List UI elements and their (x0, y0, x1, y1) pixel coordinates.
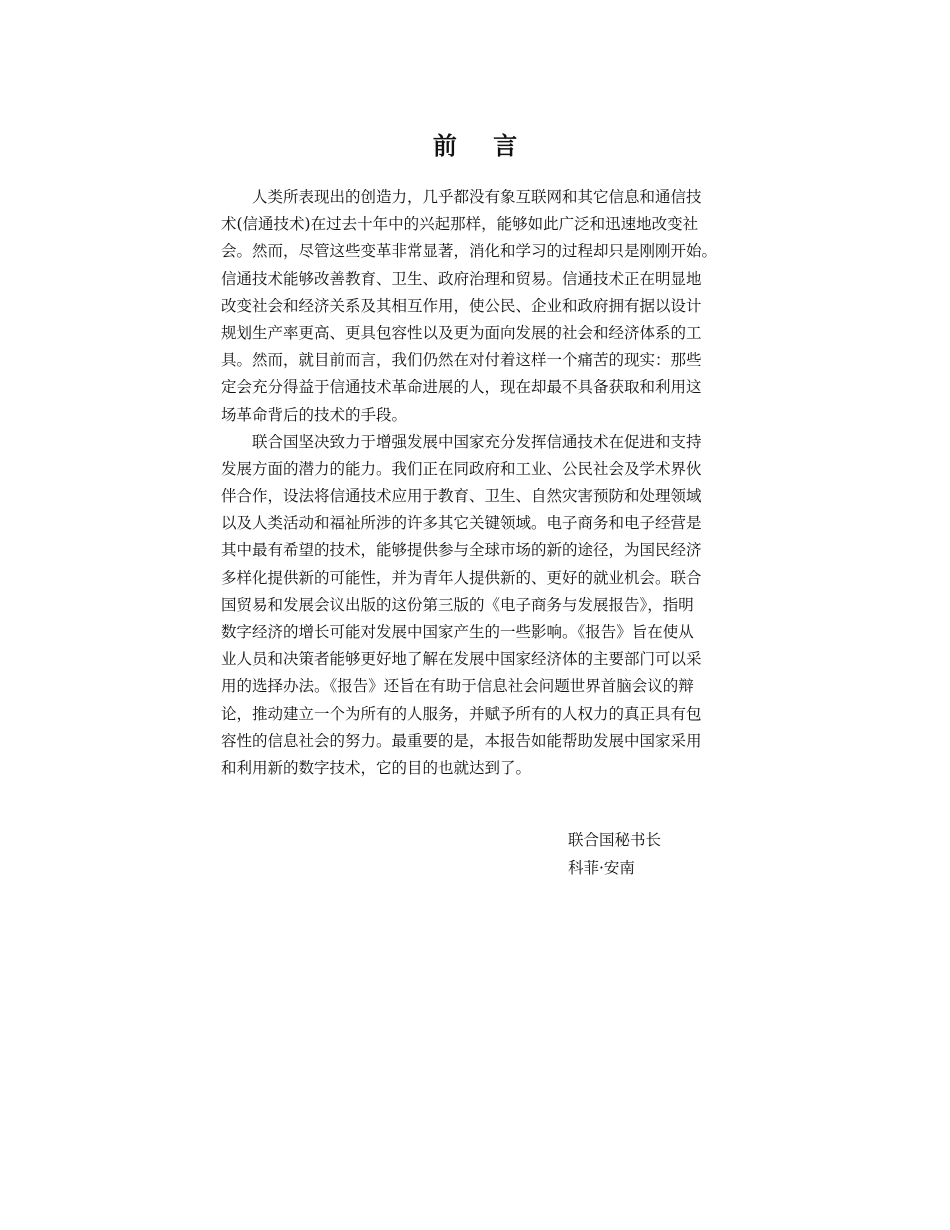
text-line: 发展方面的潜力的能力。我们正在同政府和工业、公民社会及学术界伙 (221, 459, 702, 478)
body-text (221, 184, 727, 782)
paragraph-2 (221, 429, 727, 782)
text-line: 业人员和决策者能够更好地了解在发展中国家经济体的主要部门可以采 (221, 650, 702, 669)
text-line: 定会充分得益于信通技术革命进展的人，现在却最不具备获取和利用这 (221, 378, 702, 397)
text-line: 其中最有希望的技术，能够提供参与全球市场的新的途径，为国民经济 (221, 541, 702, 560)
signature-block (568, 826, 661, 882)
text-line: 论，推动建立一个为所有的人服务，并赋予所有的人权力的真正具有包 (221, 704, 702, 723)
text-line: 场革命背后的技术的手段。 (221, 405, 408, 424)
paragraph-1 (221, 184, 727, 429)
text-line: 规划生产率更高、更具包容性以及更为面向发展的社会和经济体系的工 (221, 323, 702, 342)
text-line: 具。然而，就目前而言，我们仍然在对付着这样一个痛苦的现实：那些 (221, 351, 702, 370)
text-line: 数字经济的增长可能对发展中国家产生的一些影响。《报告》旨在使从 (221, 623, 694, 641)
text-line: 改变社会和经济关系及其相互作用，使公民、企业和政府拥有据以设计 (221, 296, 702, 315)
text-line: 多样化提供新的可能性，并为青年人提供新的、更好的就业机会。联合 (221, 568, 702, 587)
text-line: 容性的信息社会的努力。最重要的是，本报告如能帮助发展中国家采用 (221, 731, 702, 750)
text-line: 术(信通技术)在过去十年中的兴起那样，能够如此广泛和迅速地改变社 (221, 215, 699, 234)
text-line: 国贸易和发展会议出版的这份第三版的《电子商务与发展报告》，指明 (221, 595, 694, 614)
signature-position: 联合国秘书长 (568, 831, 662, 849)
text-line: 和利用新的数字技术，它的目的也就达到了。 (221, 758, 532, 777)
text-line: 以及人类活动和福祉所涉的许多其它关键领域。电子商务和电子经营是 (221, 514, 702, 533)
page-title: 前 言 (432, 131, 532, 160)
text-line: 会。然而，尽管这些变革非常显著，消化和学习的过程却只是刚刚开始。 (221, 242, 718, 261)
text-line: 信通技术能够改善教育、卫生、政府治理和贸易。信通技术正在明显地 (221, 269, 702, 288)
text-line: 人类所表现出的创造力，几乎都没有象互联网和其它信息和通信技 (252, 188, 702, 206)
text-line: 用的选择办法。《报告》还旨在有助于信息社会问题世界首脑会议的辩 (221, 677, 694, 696)
text-line: 伴合作，设法将信通技术应用于教育、卫生、自然灾害预防和处理领域 (221, 487, 702, 506)
text-line: 联合国坚决致力于增强发展中国家充分发挥信通技术在促进和支持 (252, 432, 702, 451)
signature-name: 科菲·安南 (568, 859, 635, 877)
